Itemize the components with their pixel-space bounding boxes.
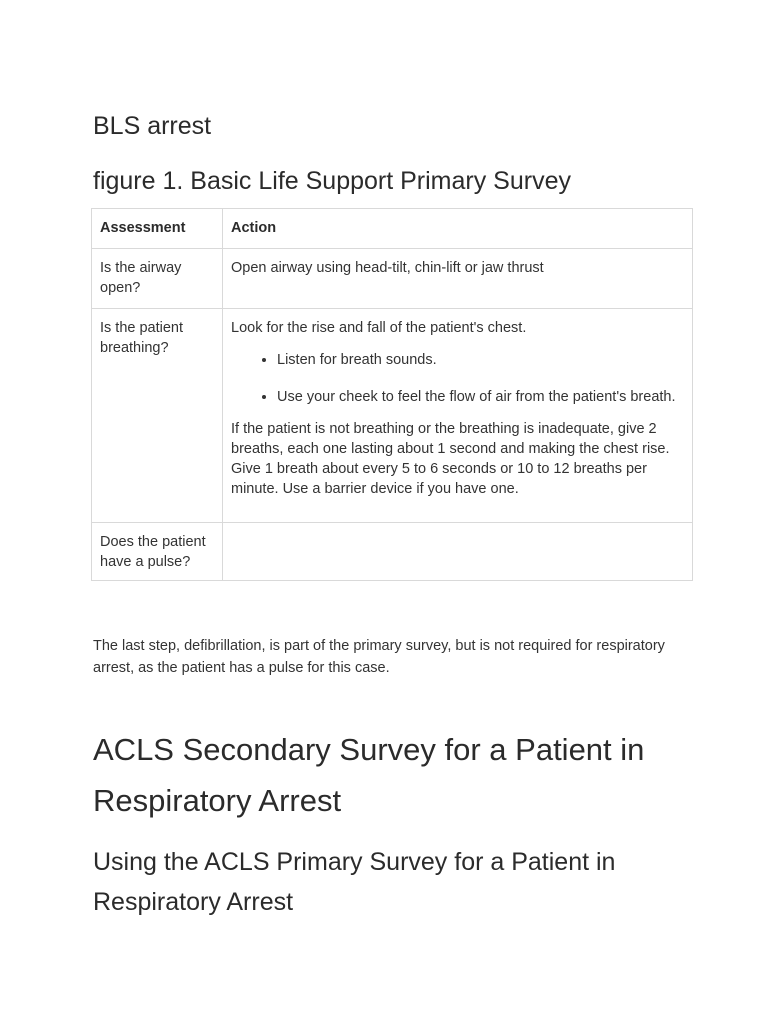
bls-primary-survey-table <box>91 208 693 581</box>
table-header-row <box>92 209 693 249</box>
action-intro-text: Look for the rise and fall of the patient's chest. <box>231 320 527 336</box>
list-item: • Listen for breath sounds. <box>277 350 684 370</box>
action-cell: Open airway using head-tilt, chin-lift or jaw thrust <box>223 249 693 309</box>
assessment-cell: Is the airway open? <box>92 249 223 309</box>
section-heading-using-primary-survey: Using the ACLS Primary Survey for a Patient in Respiratory Arrest <box>93 848 616 916</box>
table-row <box>92 523 693 581</box>
column-header-assessment: Assessment <box>92 209 223 249</box>
section-heading-bls-arrest: BLS arrest <box>93 112 212 140</box>
figure-caption: figure 1. Basic Life Support Primary Survey <box>93 167 571 195</box>
table-row <box>92 249 693 309</box>
table-row <box>92 309 693 523</box>
action-outro-text: If the patient is not breathing or the breathing is inadequate, give 2 breaths, each one lasting about 1 second and making the chest rise. Give 1 breath about every 5 to 6 seconds or 10 to 12 breaths per minute. Use a barrier device if you have one. <box>231 421 670 497</box>
list-item: • Use your cheek to feel the flow of air from the patient's breath. <box>277 387 684 407</box>
section-heading-acls-secondary-survey: ACLS Secondary Survey for a Patient in Respiratory Arrest <box>93 732 645 818</box>
assessment-cell: Is the patient breathing? <box>92 309 223 523</box>
body-paragraph: The last step, defibrillation, is part of the primary survey, but is not required for respiratory arrest, as the patient has a pulse for this case. <box>93 638 665 676</box>
action-bullet-list <box>231 350 684 407</box>
column-header-action: Action <box>223 209 693 249</box>
action-cell <box>223 309 693 523</box>
action-cell <box>223 523 693 581</box>
assessment-cell: Does the patient have a pulse? <box>92 523 223 581</box>
